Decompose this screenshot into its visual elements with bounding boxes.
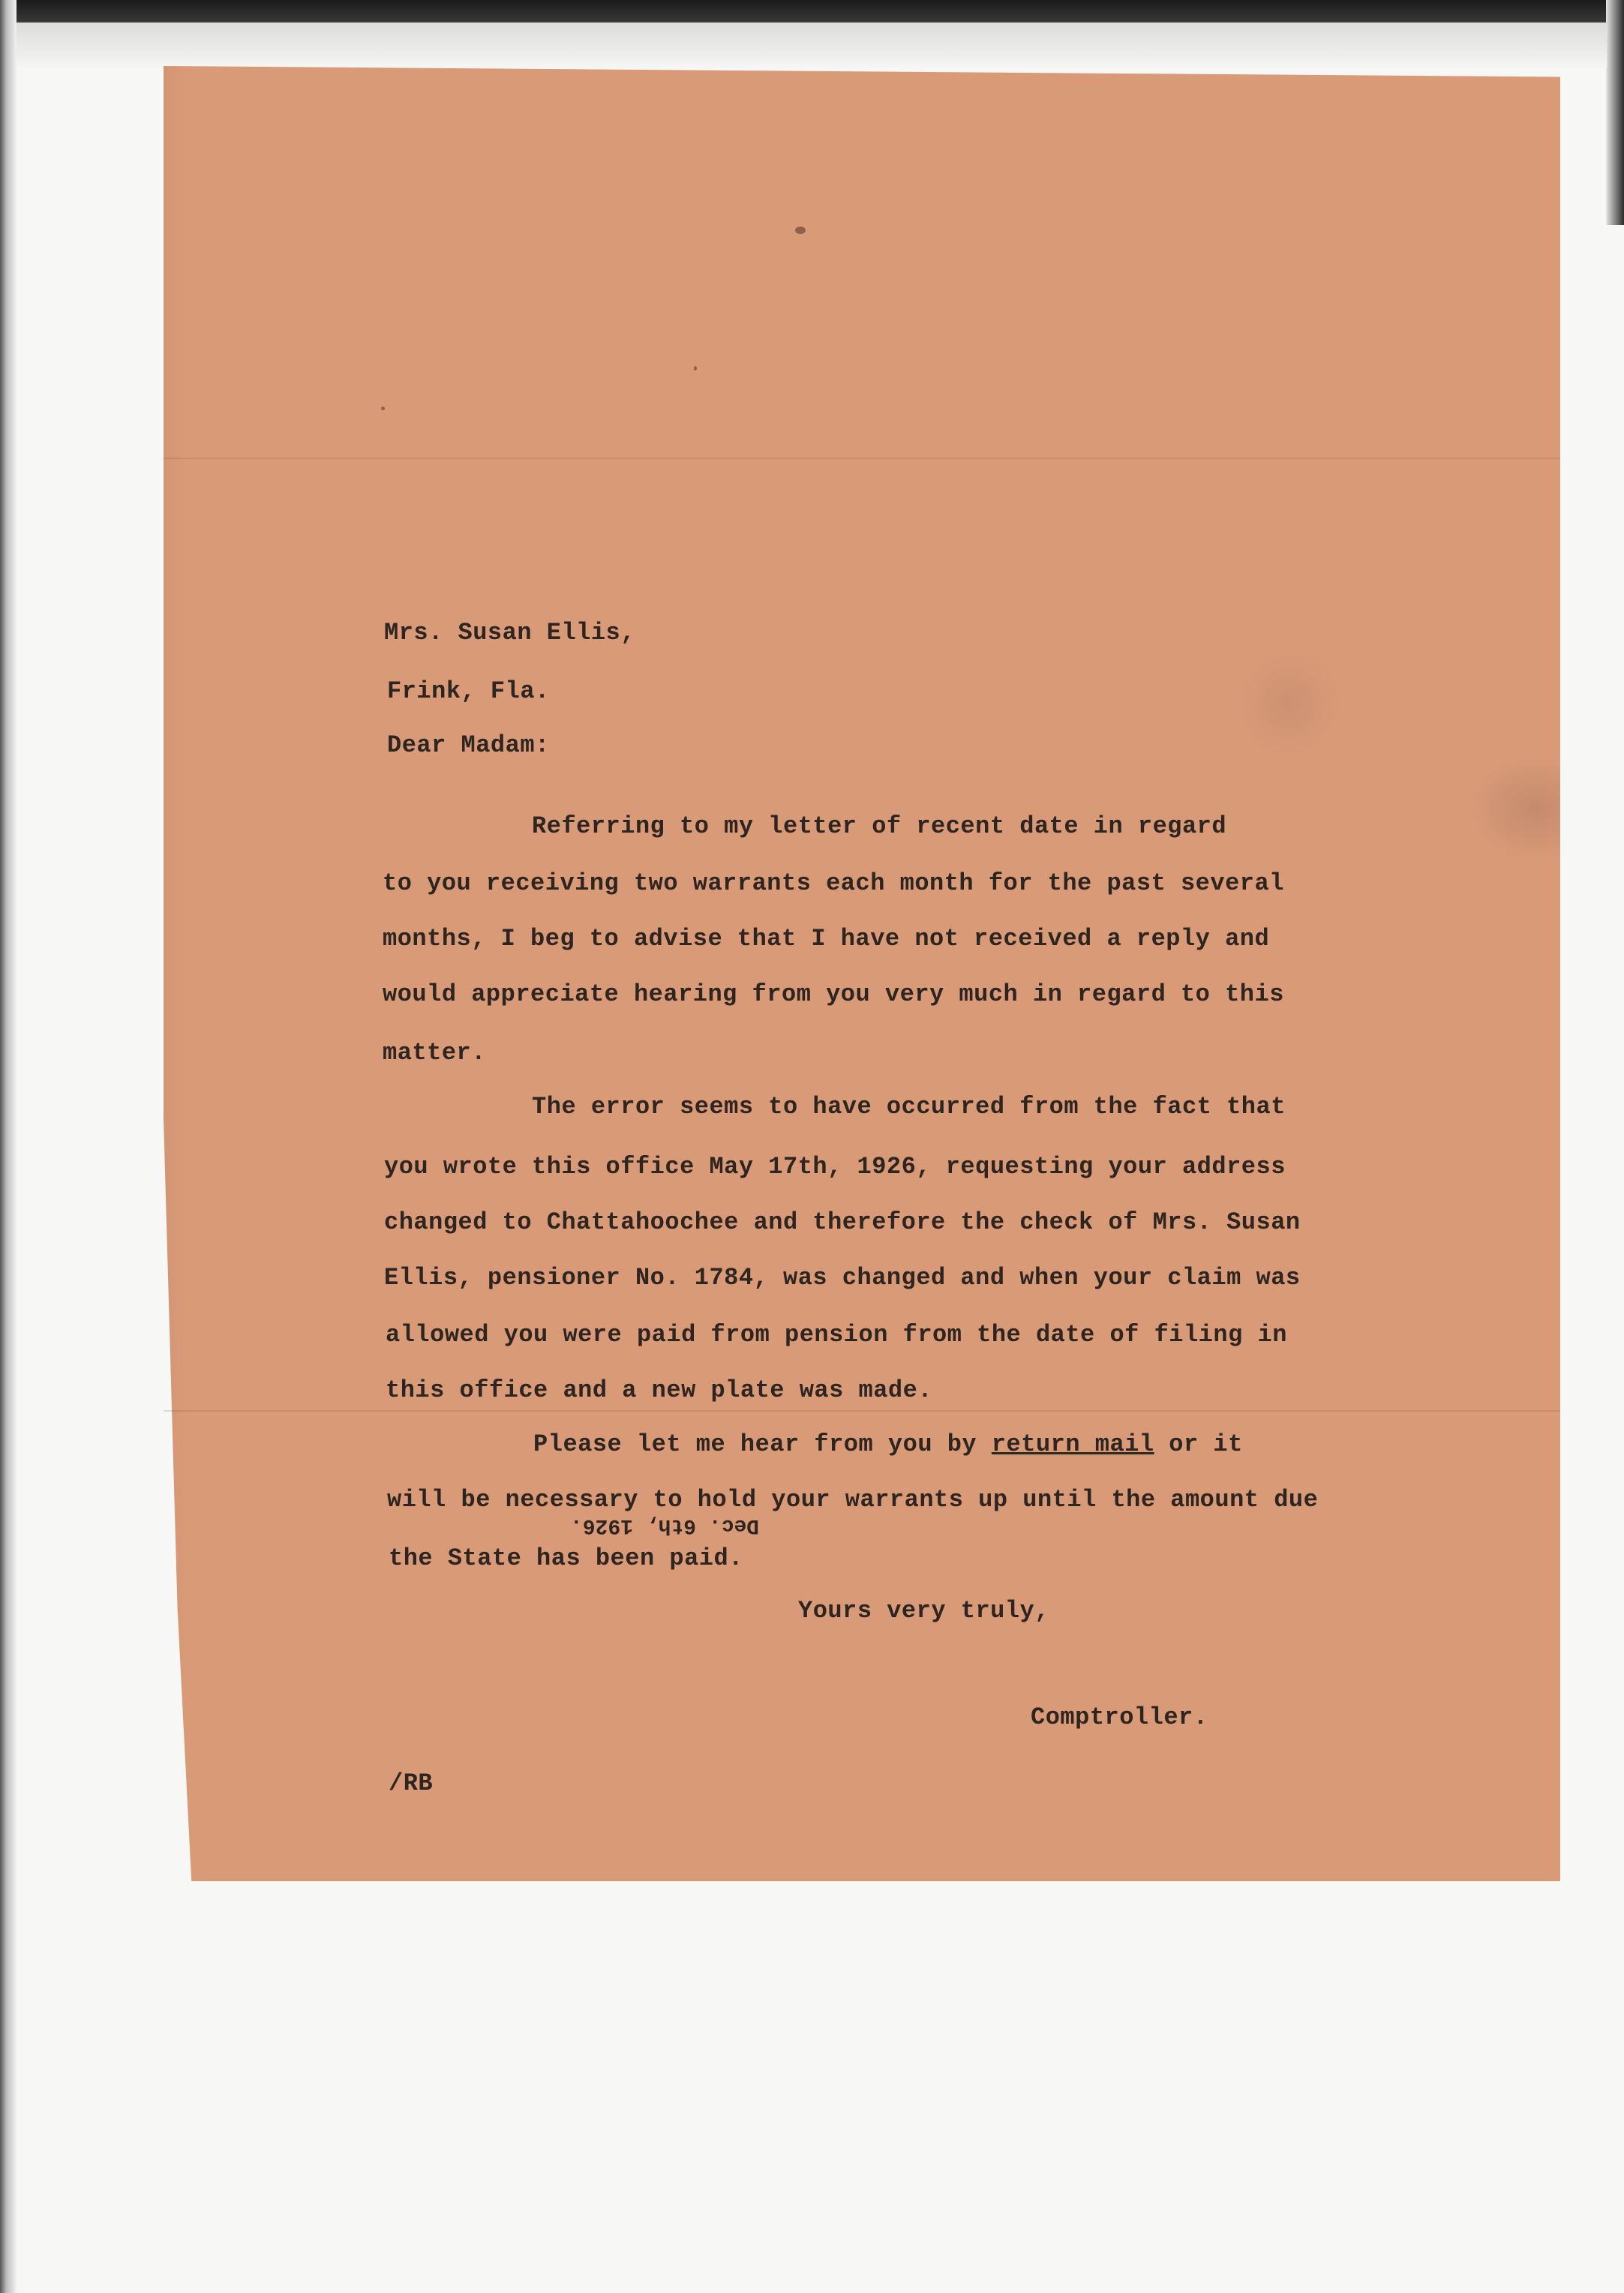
- signature-title: Comptroller.: [1031, 1703, 1208, 1731]
- addressee-town: Frink, Fla.: [387, 677, 550, 705]
- closing: Yours very truly,: [798, 1597, 1049, 1625]
- ink-speck: [694, 366, 697, 371]
- body-line: allowed you were paid from pension from the date of filing in: [386, 1321, 1287, 1349]
- body-line-text: Please let me hear from you by: [386, 1430, 992, 1458]
- body-line: The error seems to have occurred from the fact that: [384, 1093, 1286, 1121]
- paper-fold-line: [164, 458, 1560, 459]
- scanner-left-edge: [0, 0, 17, 2293]
- ink-speck: [795, 227, 806, 234]
- body-line: Ellis, pensioner No. 1784, was changed and when your claim was: [384, 1264, 1301, 1292]
- addressee-name: Mrs. Susan Ellis,: [384, 619, 635, 647]
- body-line: will be necessary to hold your warrants up until the amount due: [387, 1486, 1319, 1514]
- body-line: changed to Chattahoochee and therefore the check of Mrs. Susan: [384, 1208, 1301, 1236]
- scanner-top-shade: [17, 23, 1607, 68]
- body-line: matter.: [383, 1039, 486, 1067]
- scanner-right-edge: [1606, 0, 1624, 225]
- salutation: Dear Madam:: [387, 731, 550, 759]
- body-line: the State has been paid.: [389, 1544, 743, 1572]
- body-line: months, I beg to advise that I have not received a reply and: [383, 925, 1270, 953]
- inserted-date-upside-down: Dec. 6th, 1926.: [570, 1514, 760, 1537]
- typist-initials: /RB: [389, 1769, 434, 1797]
- ink-speck: [381, 407, 385, 410]
- body-line: would appreciate hearing from you very much in regard to this: [383, 980, 1284, 1008]
- body-line: Referring to my letter of recent date in regard: [384, 812, 1227, 840]
- body-line: you wrote this office May 17th, 1926, requesting your address: [384, 1153, 1286, 1181]
- paper-fold-line: [164, 1410, 1560, 1412]
- body-line-text: or it: [1154, 1430, 1243, 1458]
- scanner-top-bar: [0, 0, 1624, 23]
- body-line: [386, 1430, 1243, 1460]
- underlined-phrase: return mail: [991, 1430, 1154, 1458]
- body-line: this office and a new plate was made.: [386, 1376, 933, 1404]
- body-line: to you receiving two warrants each month for the past several: [383, 869, 1284, 897]
